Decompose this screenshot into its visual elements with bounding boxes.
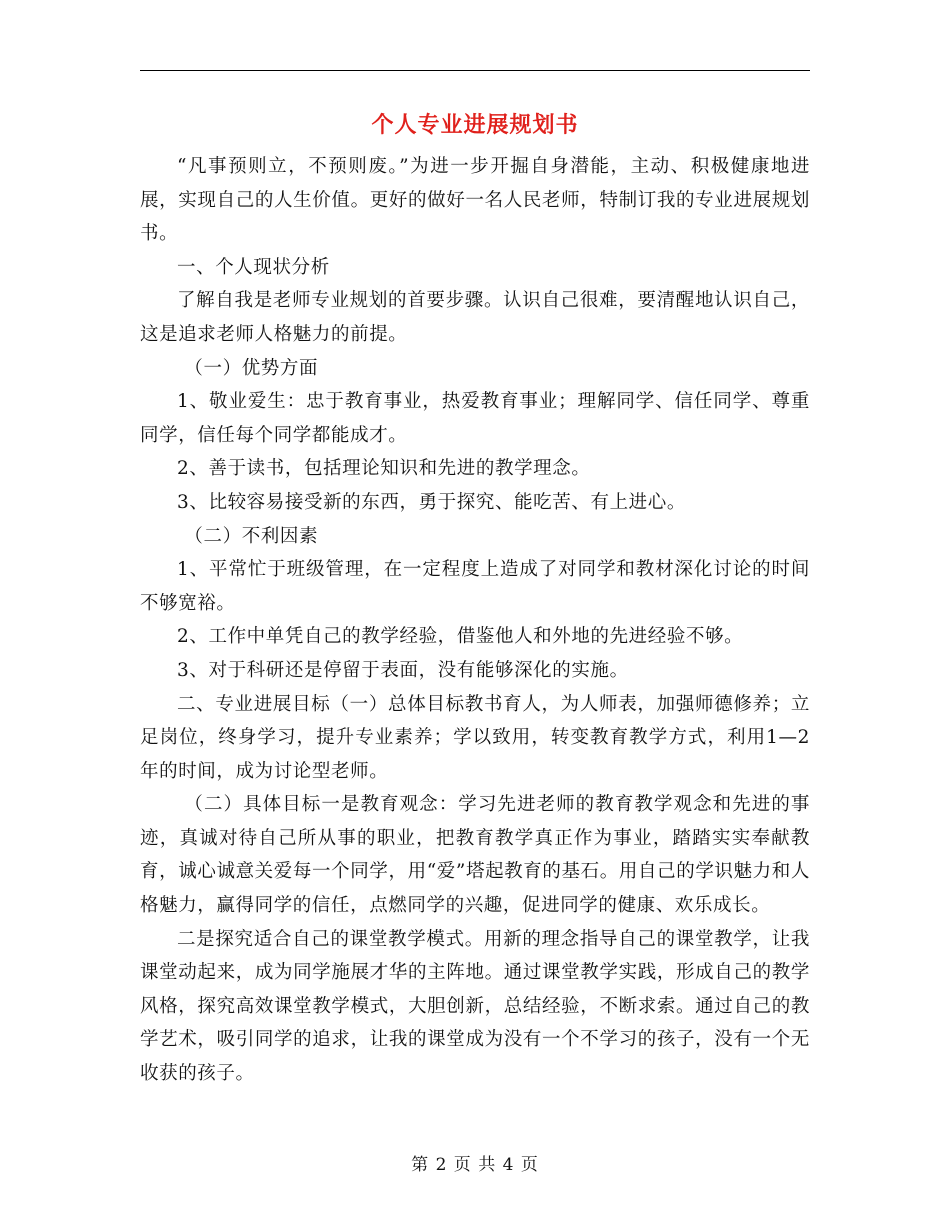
section-heading-status: 一、个人现状分析: [177, 256, 330, 278]
paragraph-weakness-3: 3、对于科研还是停留于表面，没有能够深化的实施。: [177, 659, 629, 681]
document-body: [140, 150, 810, 1091]
page-number-footer: 第 2 页 共 4 页: [411, 1155, 539, 1175]
paragraph-intro: “凡事预则立，不预则废。”为进一步开掘自身潜能，主动、积极健康地进展，实现自己的人生价值。更好的做好一名人民老师，特制订我的专业进展规划书。: [140, 156, 810, 245]
header-rule: [140, 70, 810, 71]
document-title: 个人专业进展规划书: [371, 112, 579, 138]
paragraph-self-knowledge: 了解自我是老师专业规划的首要步骤。认识自己很难，要清醒地认识自己，这是追求老师人格魅力的前提。: [140, 290, 810, 345]
subheading-strengths: （一）优势方面: [184, 357, 319, 379]
section-goals: 二、专业进展目标（一）总体目标教书育人，为人师表，加强师德修养；立足岗位，终身学习，提升专业素养；学以致用，转变教育教学方式，利用1—2年的时间，成为讨论型老师。: [140, 693, 810, 782]
subheading-weaknesses: （二）不利因素: [184, 525, 319, 547]
paragraph-strength-1: 1、敬业爱生：忠于教育事业，热爱教育事业；理解同学、信任同学、尊重同学，信任每个同学都能成才。: [140, 391, 810, 446]
paragraph-specific-goal-2: 二是探究适合自己的课堂教学模式。用新的理念指导自己的课堂教学，让我课堂动起来，成为同学施展才华的主阵地。通过课堂教学实践，形成自己的教学风格，探究高效课堂教学模式，大胆创新，总结经验，不断求索。通过自己的教学艺术，吸引同学的追求，让我的课堂成为没有一个不学习的孩子，没有一个无收获的孩子。: [140, 928, 810, 1085]
paragraph-strength-2: 2、善于读书，包括理论知识和先进的教学理念。: [177, 458, 591, 480]
paragraph-specific-goal-1: （二）具体目标一是教育观念：学习先进老师的教育教学观念和先进的事迹，真诚对待自己所从事的职业，把教育教学真正作为事业，踏踏实实奉献教育，诚心诚意关爱每一个同学，用“爱”塔起教育的基石。用自己的学识魅力和人格魅力，赢得同学的信任，点燃同学的兴趣，促进同学的健康、欢乐成长。: [140, 794, 810, 917]
paragraph-weakness-1: 1、平常忙于班级管理，在一定程度上造成了对同学和教材深化讨论的时间不够宽裕。: [140, 559, 810, 614]
paragraph-weakness-2: 2、工作中单凭自己的教学经验，借鉴他人和外地的先进经验不够。: [177, 626, 744, 648]
paragraph-strength-3: 3、比较容易接受新的东西，勇于探究、能吃苦、有上进心。: [177, 491, 686, 513]
